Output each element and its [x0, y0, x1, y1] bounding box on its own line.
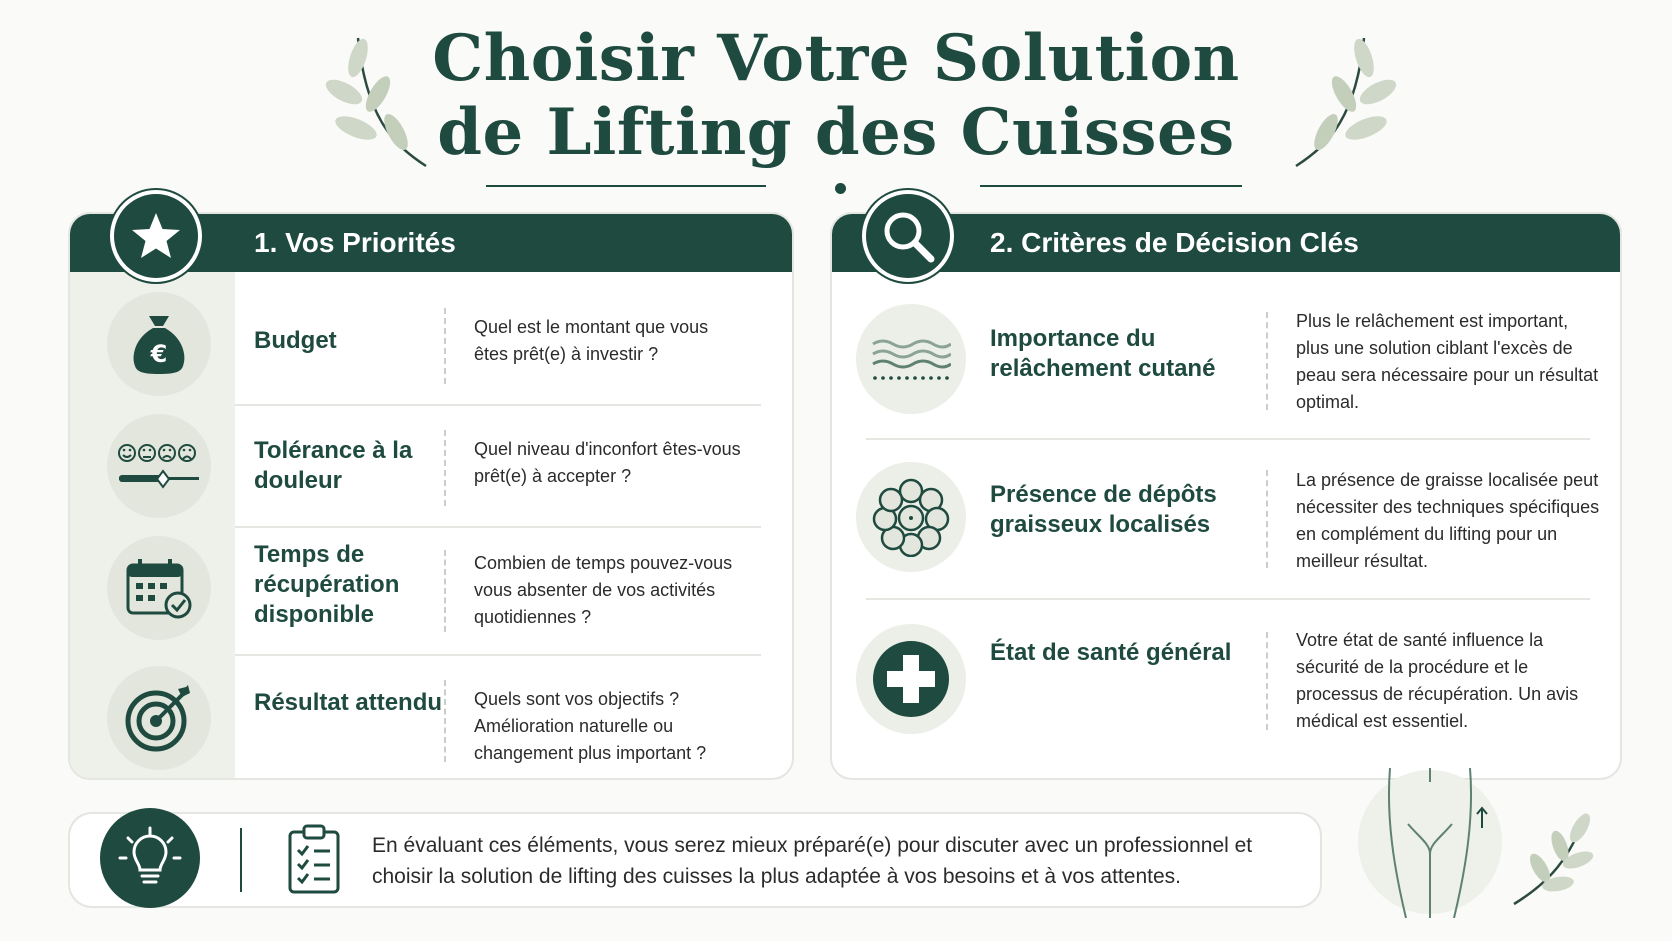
money-bag-euro-icon	[129, 312, 189, 376]
calendar-check-icon	[124, 555, 194, 621]
laurel-right-icon	[1288, 32, 1400, 170]
laurel-sprig-icon	[1510, 808, 1600, 908]
priority-divider	[444, 680, 446, 762]
fat-cells-icon	[871, 477, 951, 557]
criteria-badge	[862, 190, 954, 282]
criteria-description-skin: Plus le relâchement est important, plus une solution ciblant l'excès de peau sera nécessaire pour un résultat optimal.	[1296, 311, 1599, 412]
title-dot	[835, 183, 846, 194]
priority-separator	[235, 404, 761, 406]
criteria-icon-skin	[856, 304, 966, 414]
medical-cross-icon	[871, 639, 951, 719]
conclusion-divider	[240, 828, 242, 892]
page-title	[0, 22, 1672, 170]
priority-separator	[235, 526, 761, 528]
criteria-heading: 2. Critères de Décision Clés	[990, 227, 1359, 258]
priority-icon-budget	[107, 292, 211, 396]
priorities-heading: 1. Vos Priorités	[254, 227, 456, 258]
priority-question-result: Quels sont vos objectifs ? Amélioration naturelle ou changement plus important ?	[474, 689, 707, 763]
thigh-illustration-icon	[1350, 758, 1510, 918]
criteria-description-health: Votre état de santé influence la sécurité de la procédure et le processus de récupération. Un avis médical est essentiel.	[1296, 630, 1579, 731]
priority-question-recovery: Combien de temps pouvez-vous vous absenter de vos activités quotidiennes ?	[474, 553, 733, 627]
criteria-card	[830, 212, 1622, 780]
priority-divider	[444, 550, 446, 632]
criteria-separator	[866, 438, 1590, 440]
laurel-left-icon	[322, 32, 434, 170]
criteria-divider	[1266, 312, 1268, 410]
priority-title-result: Résultat attendu	[254, 689, 443, 716]
criteria-title-health: État de santé général	[990, 639, 1232, 666]
lightbulb-icon	[118, 826, 182, 890]
title-line-1: Choisir Votre Solution	[432, 21, 1240, 96]
conclusion-bulb-badge	[100, 808, 200, 908]
svg-text:€: €	[150, 340, 168, 368]
priority-icon-recovery	[107, 536, 211, 640]
priorities-badge	[110, 190, 202, 282]
criteria-title-skin: Importance du relâchement cutané	[990, 325, 1216, 382]
criteria-divider	[1266, 470, 1268, 568]
priority-divider	[444, 308, 446, 384]
skin-layers-icon	[871, 334, 951, 384]
star-icon	[130, 211, 182, 261]
priority-divider	[444, 430, 446, 506]
magnifier-icon	[881, 209, 935, 263]
priority-separator	[235, 654, 761, 656]
criteria-icon-fat	[856, 462, 966, 572]
criteria-icon-health	[856, 624, 966, 734]
title-rule-left	[486, 185, 766, 187]
criteria-divider	[1266, 632, 1268, 730]
criteria-separator	[866, 598, 1590, 600]
title-rule-right	[980, 185, 1242, 187]
priority-title-recovery: Temps de récupération disponible	[254, 541, 400, 628]
priority-icon-pain	[107, 414, 211, 518]
priority-title-pain: Tolérance à la douleur	[254, 437, 413, 494]
priority-question-pain: Quel niveau d'inconfort êtes-vous prêt(e) à accepter ?	[474, 439, 741, 486]
target-icon	[124, 683, 194, 753]
checklist-icon	[286, 824, 342, 894]
priority-question-budget: Quel est le montant que vous êtes prêt(e) à investir ?	[474, 317, 709, 364]
priorities-card	[68, 212, 794, 780]
priority-icon-result	[107, 666, 211, 770]
title-line-2: de Lifting des Cuisses	[437, 95, 1235, 170]
criteria-title-fat: Présence de dépôts graisseux localisés	[990, 481, 1217, 538]
priority-title-budget: Budget	[254, 327, 337, 354]
criteria-description-fat: La présence de graisse localisée peut nécessiter des techniques spécifiques en complément du lifting pour un meilleur résultat.	[1296, 470, 1600, 571]
pain-scale-icon	[117, 441, 201, 491]
conclusion-text: En évaluant ces éléments, vous serez mieux préparé(e) pour discuter avec un professionnel et choisir la solution de lifting des cuisses la plus adaptée à vos besoins et à vos attentes.	[372, 834, 1253, 888]
